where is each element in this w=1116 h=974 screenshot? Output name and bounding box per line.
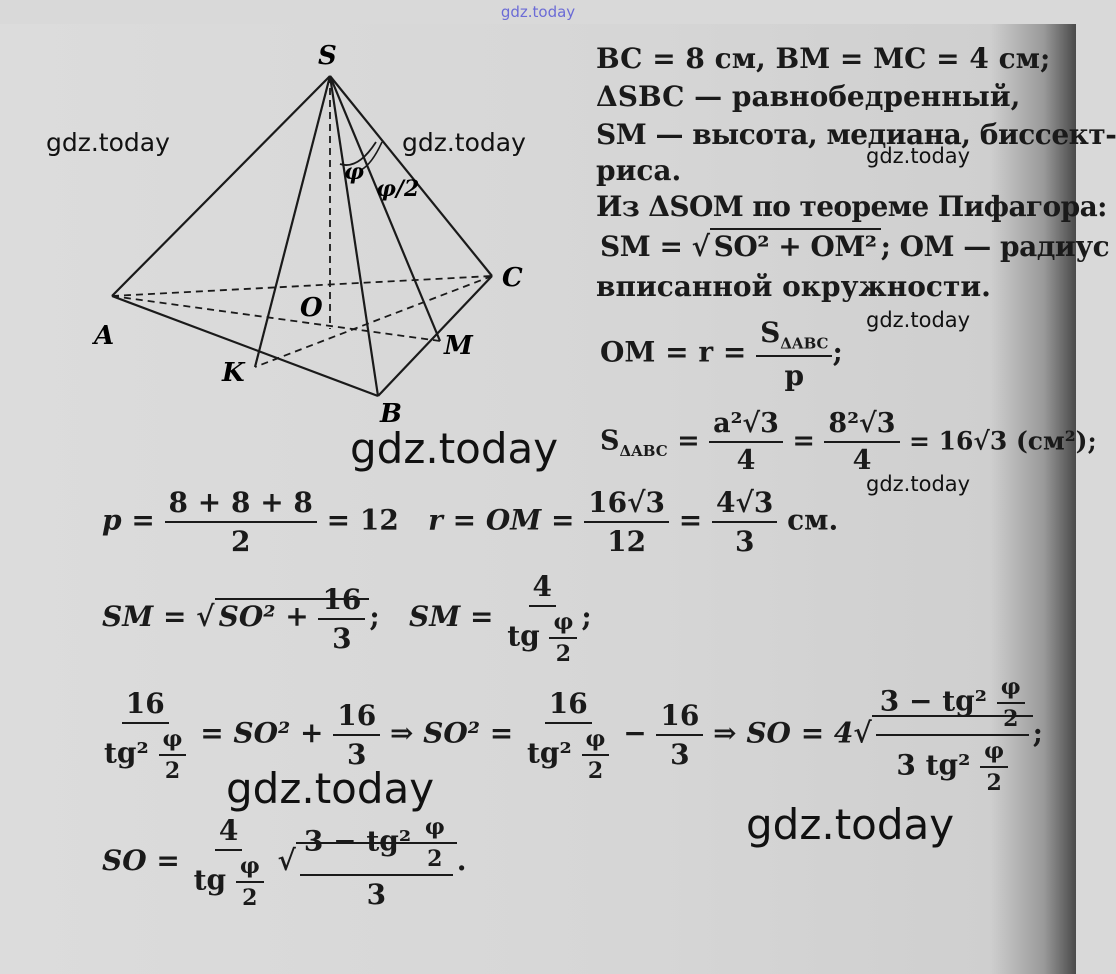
label-b: B [380, 399, 402, 429]
formula-om: OM = r = $\frac{S_{\Delta ABC}}{p}$ ; [600, 316, 843, 392]
watermark: gdz.today [866, 472, 971, 496]
pyramid-figure [0, 24, 600, 444]
label-phi-half: φ/2 [376, 176, 420, 202]
formula-sm: SM = √ SO² + $\frac{16}{3}$ ; SM = 4 tg $\frac{\varphi}{2}$ ; [102, 570, 592, 667]
text-line-2: ΔSBC — равнобедренный, [596, 80, 1021, 113]
label-m: M [444, 331, 473, 361]
text-line-5: Из ΔSOM по теореме Пифагора: [596, 190, 1107, 223]
text-line-4: риса. [596, 154, 682, 187]
watermark: gdz.today [226, 764, 435, 813]
edge-ab [112, 296, 378, 396]
apothem-sk [255, 76, 330, 367]
label-s: S [318, 41, 337, 71]
text-line-1: BC = 8 см, BM = MC = 4 см; [596, 42, 1051, 75]
formula-area: $S_{\Delta ABC}$ = $\frac{\text{a²√3}}{4}$ = $\frac{\text{8²√3}}{4}$ = 16√3 (см²); [600, 408, 1097, 476]
formula-so-final: SO = 4 tg $\frac{\varphi}{2}$ √ 3 − tg² $\frac{\varphi}{2}$ 3 . [102, 814, 467, 911]
apothem-sm [330, 76, 440, 341]
watermark: gdz.today [866, 144, 971, 168]
text-line-6: SM = √ SO² + OM² ; OM — радиус [600, 230, 1110, 263]
watermark: gdz.today [866, 308, 971, 332]
watermark: gdz.today [350, 424, 559, 473]
median-a-hidden [112, 296, 440, 341]
label-k: K [222, 358, 245, 388]
header-watermark: gdz.today [500, 3, 576, 21]
formula-equation: 16 tg² $\frac{\varphi}{2}$ = SO² + $\frac{16}{3}$ ⇒ SO² = 16 tg² $\frac{\varphi}{2}$ − $\frac{16}{3}$ ⇒ SO = 4√ 3 − tg² $\frac{\varphi}{2}$ 3 tg² $\frac{\varphi}{2}$ ; [104, 674, 1044, 796]
watermark: gdz.today [746, 800, 955, 849]
label-o: O [300, 293, 323, 323]
textbook-page [0, 24, 1116, 974]
edge-sa [112, 76, 330, 296]
label-phi: φ [344, 159, 364, 185]
label-c: C [502, 263, 523, 293]
text-line-7: вписанной окружности. [596, 270, 991, 303]
edge-bc [378, 276, 492, 396]
watermark: gdz.today [46, 128, 170, 157]
label-a: A [94, 321, 115, 351]
text-line-3: SM — высота, медиана, биссект- [596, 118, 1116, 151]
edge-sb [330, 76, 378, 396]
watermark: gdz.today [402, 128, 526, 157]
formula-p-r: p = $\frac{8 + 8 + 8}{2}$ = 12 r = OM = $\frac{16√3}{12}$ = $\frac{4√3}{3}$ см. [102, 486, 839, 558]
